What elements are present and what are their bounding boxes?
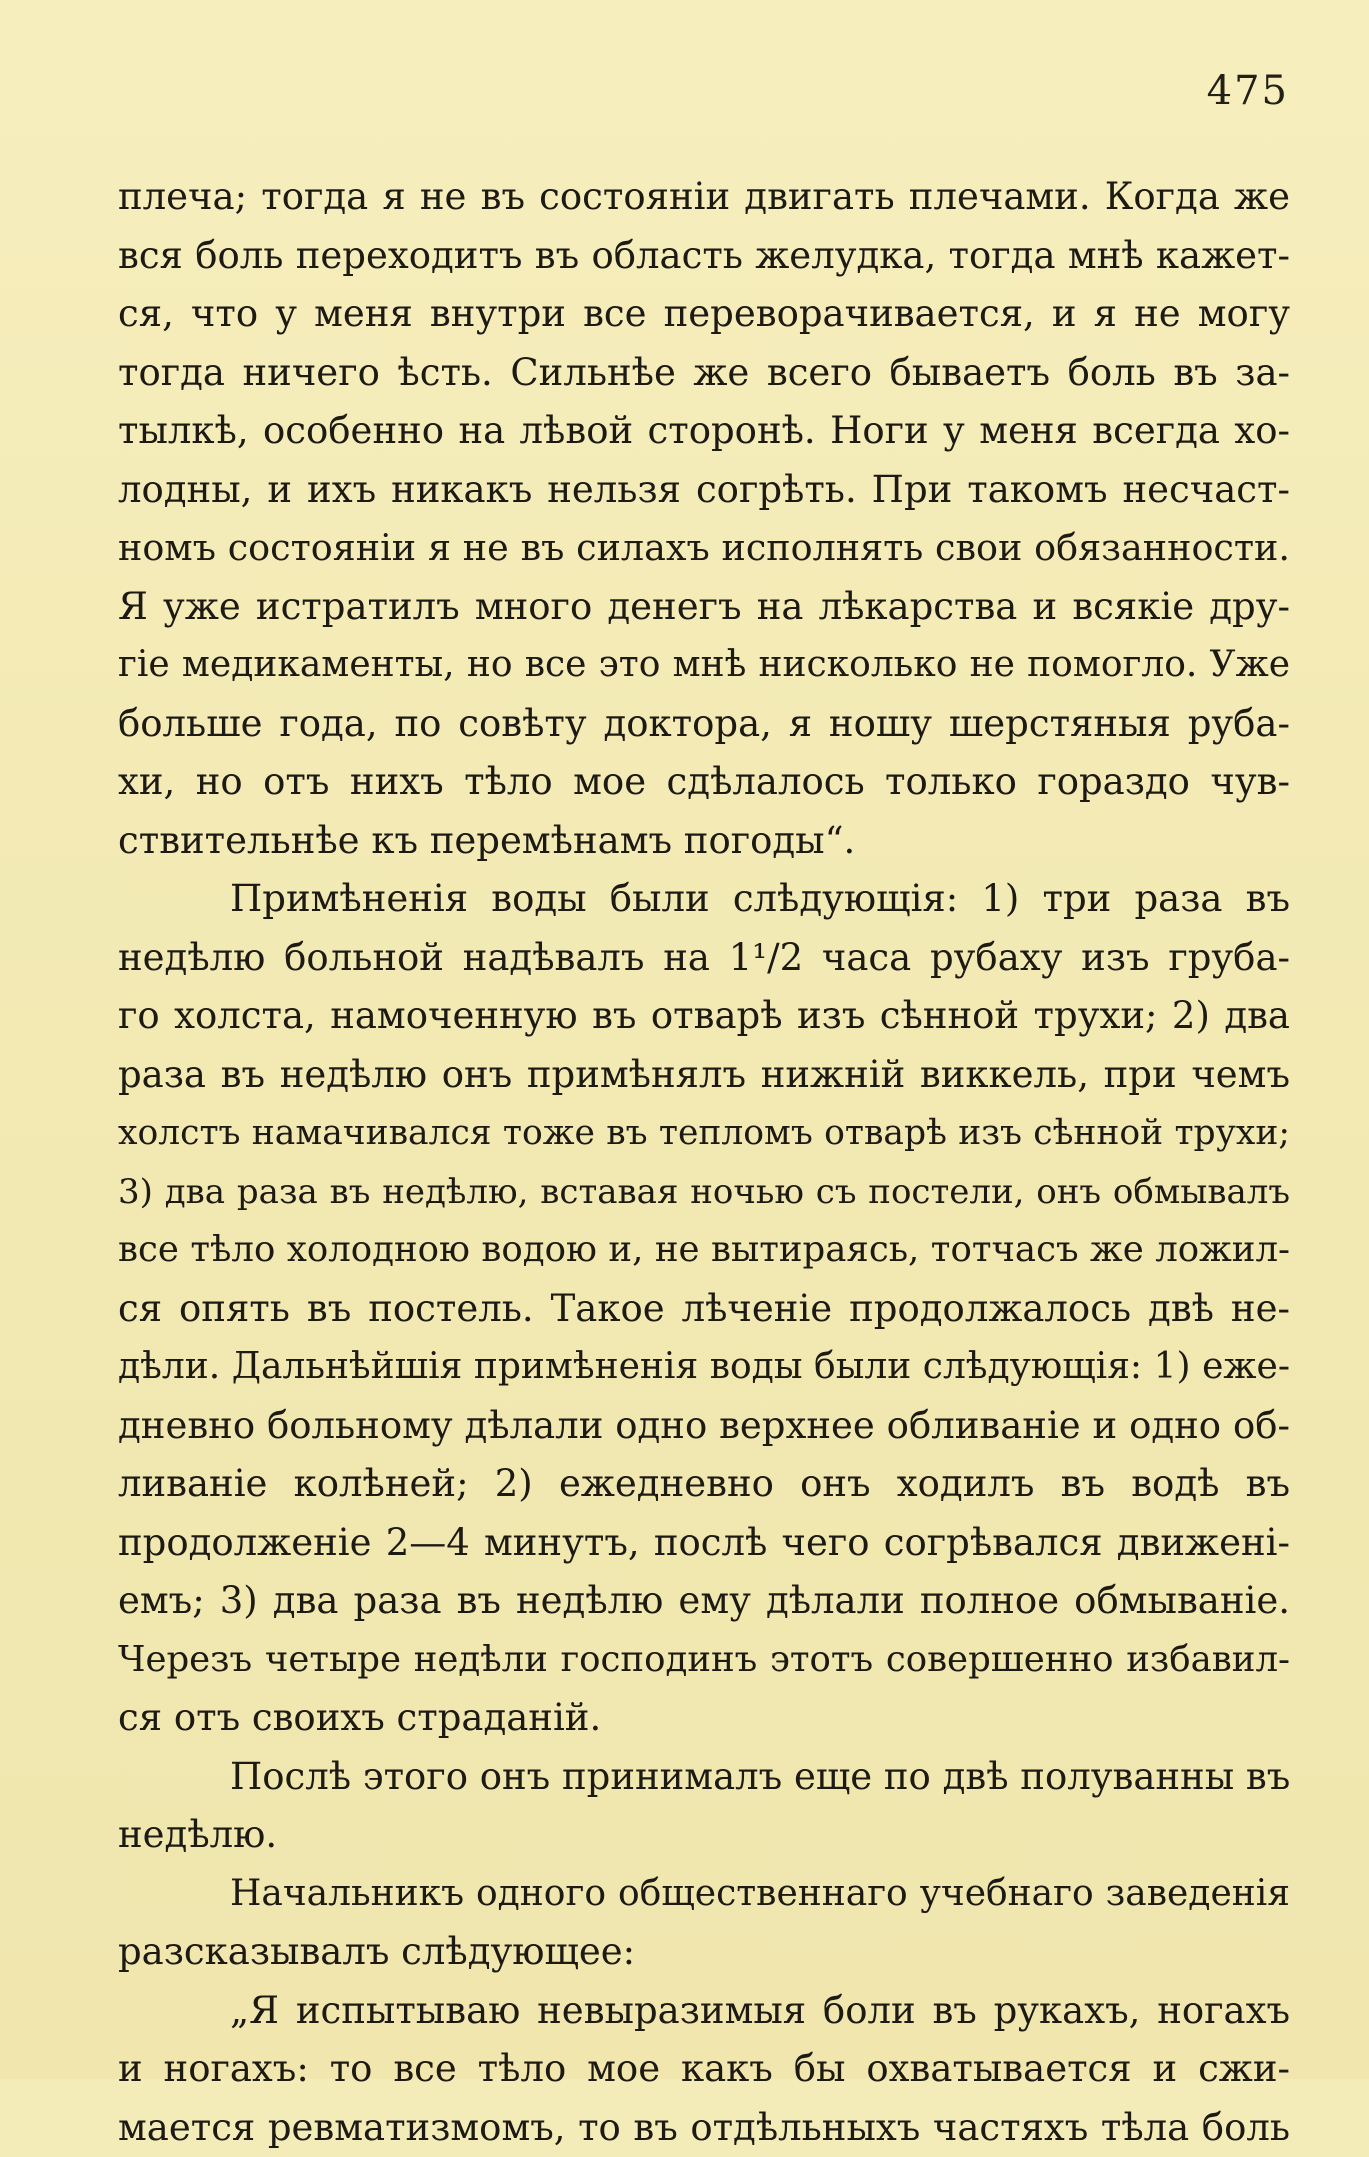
text-line: продолженіе 2—4 минутъ, послѣ чего согрѣвался движені- [118,1514,1290,1573]
text-line: Черезъ четыре недѣли господинъ этотъ совершенно избавил- [118,1631,1290,1690]
text-line: плеча; тогда я не въ состояніи двигать плечами. Когда же [118,168,1290,227]
text-line: и ногахъ: то все тѣло мое какъ бы охватывается и сжи- [118,2040,1290,2099]
text-line: дѣли. Дальнѣйшія примѣненія воды были слѣдующія: 1) еже- [118,1338,1290,1397]
text-line: ливаніе колѣней; 2) ежедневно онъ ходилъ въ водѣ въ [118,1455,1290,1514]
text-line: ся, что у меня внутри все переворачивается, и я не могу [118,285,1290,344]
text-line: хи, но отъ нихъ тѣло мое сдѣлалось только гораздо чув- [118,753,1290,812]
text-line: „Я испытываю невыразимыя боли въ рукахъ, ногахъ [118,1982,1290,2041]
text-line: тогда ничего ѣсть. Сильнѣе же всего бываетъ боль въ за- [118,344,1290,403]
text-line: больше года, по совѣту доктора, я ношу шерстяныя руба- [118,695,1290,754]
text-line: раза въ недѣлю онъ примѣнялъ нижній виккель, при чемъ [118,1046,1290,1105]
text-line: тылкѣ, особенно на лѣвой сторонѣ. Ноги у меня всегда хо- [118,402,1290,461]
text-line: холстъ намачивался тоже въ тепломъ отварѣ изъ сѣнной трухи; [118,1104,1290,1163]
text-line: гіе медикаменты, но все это мнѣ нисколько не помогло. Уже [118,636,1290,695]
text-line: ся опять въ постель. Такое лѣченіе продолжалось двѣ не- [118,1280,1290,1339]
text-line: Начальникъ одного общественнаго учебнаго заведенія [118,1865,1290,1924]
text-line: недѣлю больной надѣвалъ на 1¹/2 часа рубаху изъ груба- [118,929,1290,988]
text-line: все тѣло холодною водою и, не вытираясь, тотчасъ же ложил- [118,1221,1290,1280]
text-line: мается ревматизмомъ, то въ отдѣльныхъ частяхъ тѣла боль [118,2099,1290,2157]
text-line: Я уже истратилъ много денегъ на лѣкарства и всякіе дру- [118,578,1290,637]
text-block [118,168,1290,2157]
text-line: го холста, намоченную въ отварѣ изъ сѣнной трухи; 2) два [118,987,1290,1046]
text-line: дневно больному дѣлали одно верхнее обливаніе и одно об- [118,1397,1290,1456]
text-line: недѣлю. [118,1806,1290,1865]
text-line: ся отъ своихъ страданій. [118,1689,1290,1748]
text-line: емъ; 3) два раза въ недѣлю ему дѣлали полное обмываніе. [118,1572,1290,1631]
text-line: номъ состояніи я не въ силахъ исполнять свои обязанности. [118,519,1290,578]
text-line: 3) два раза въ недѣлю, вставая ночью съ постели, онъ обмывалъ [118,1163,1290,1222]
text-line: Примѣненія воды были слѣдующія: 1) три раза въ [118,870,1290,929]
text-line: вся боль переходитъ въ область желудка, тогда мнѣ кажет- [118,227,1290,286]
text-line: разсказывалъ слѣдующее: [118,1923,1290,1982]
page-number: 475 [1207,68,1289,114]
text-line: ствительнѣе къ перемѣнамъ погоды“. [118,812,1290,871]
text-line: Послѣ этого онъ принималъ еще по двѣ полуванны въ [118,1748,1290,1807]
text-line: лодны, и ихъ никакъ нельзя согрѣть. При такомъ несчаст- [118,461,1290,520]
